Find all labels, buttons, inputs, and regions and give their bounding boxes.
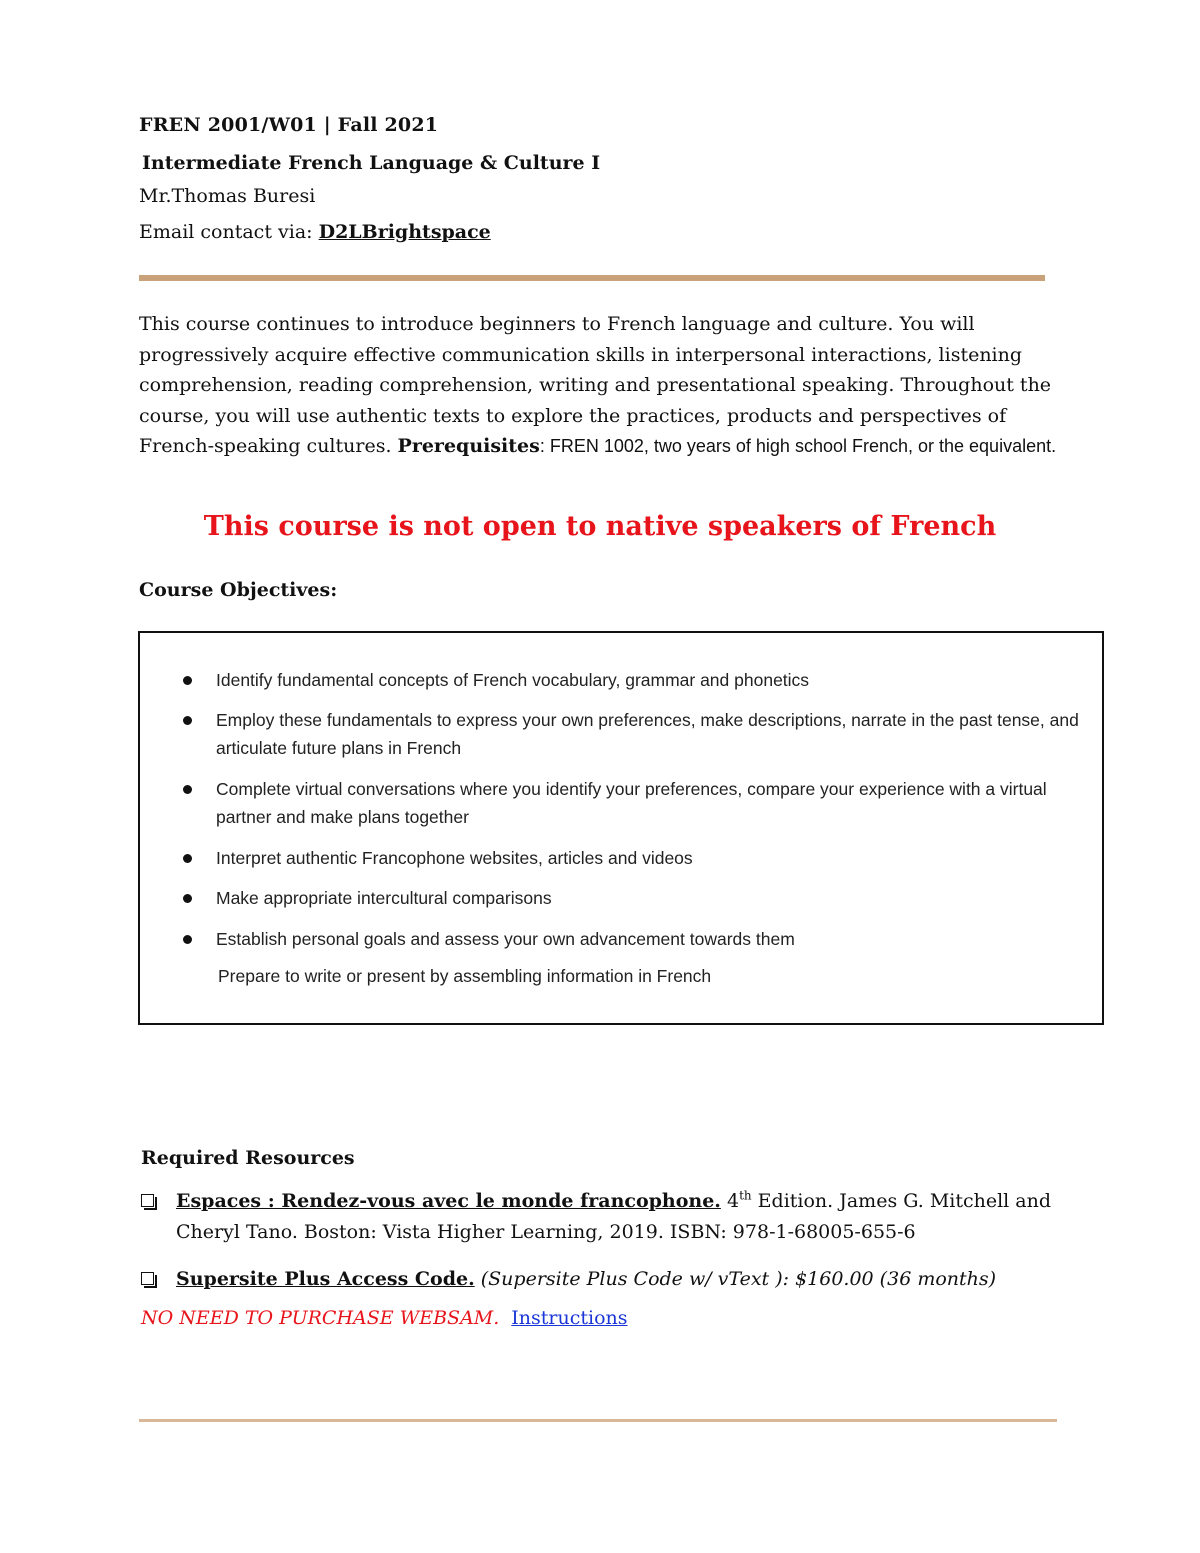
top-divider bbox=[139, 275, 1045, 281]
objective-text: Complete virtual conversations where you identify your preferences, compare your experience with a virtual partner and make plans together bbox=[216, 779, 1047, 827]
prerequisites-text: : FREN 1002, two years of high school French, or the equivalent. bbox=[539, 436, 1057, 456]
email-contact bbox=[139, 221, 491, 243]
objective-text: Interpret authentic Francophone websites, articles and videos bbox=[216, 848, 693, 868]
bullet-icon bbox=[183, 716, 192, 725]
objective-text: Make appropriate intercultural comparisons bbox=[216, 888, 552, 908]
course-title: Intermediate French Language & Culture I bbox=[142, 152, 601, 174]
prerequisites-label: Prerequisites bbox=[397, 435, 540, 457]
bullet-icon bbox=[183, 894, 192, 903]
objective-item bbox=[216, 706, 1096, 762]
bottom-divider bbox=[139, 1419, 1057, 1422]
objective-text: Employ these fundamentals to express your own preferences, make descriptions, narrate in the past tense, and articulate future plans in French bbox=[216, 710, 1079, 758]
checkbox-icon bbox=[141, 1272, 154, 1285]
objective-extra-line: Prepare to write or present by assembling information in French bbox=[218, 966, 712, 986]
instructor-name: Mr.Thomas Buresi bbox=[139, 185, 316, 207]
objective-item bbox=[216, 844, 1096, 872]
objective-item bbox=[216, 775, 1096, 831]
supersite-details: (Supersite Plus Code w/ vText ): $160.00 (36 months) bbox=[474, 1268, 997, 1290]
websam-notice bbox=[141, 1307, 628, 1329]
d2l-brightspace-link[interactable]: D2LBrightspace bbox=[318, 221, 491, 243]
websam-notice-text: NO NEED TO PURCHASE WEBSAM. bbox=[141, 1307, 500, 1329]
edition-number: 4 bbox=[720, 1190, 740, 1212]
instructions-link[interactable]: Instructions bbox=[511, 1307, 628, 1329]
supersite-title: Supersite Plus Access Code. bbox=[176, 1268, 475, 1290]
bullet-icon bbox=[183, 935, 192, 944]
bullet-icon bbox=[183, 676, 192, 685]
objectives-heading: Course Objectives: bbox=[139, 579, 338, 601]
native-speaker-warning: This course is not open to native speakers of French bbox=[203, 511, 997, 542]
objective-item bbox=[216, 925, 1096, 953]
bullet-icon bbox=[183, 785, 192, 794]
textbook-details: Edition. James G. Mitchell and Cheryl Tano. Boston: Vista Higher Learning, 2019. ISBN: 978-1-68005-655-6 bbox=[176, 1190, 1052, 1243]
objective-item bbox=[216, 884, 1096, 912]
textbook-title: Espaces : Rendez-vous avec le monde francophone. bbox=[176, 1190, 721, 1212]
resource-item-textbook bbox=[141, 1186, 1061, 1248]
objective-text: Establish personal goals and assess your own advancement towards them bbox=[216, 929, 795, 949]
resources-heading: Required Resources bbox=[141, 1147, 355, 1169]
email-prefix: Email contact via: bbox=[139, 221, 319, 243]
objectives-box bbox=[138, 631, 1104, 1025]
course-code: FREN 2001/W01 | Fall 2021 bbox=[139, 114, 439, 136]
edition-suffix: th bbox=[739, 1188, 752, 1203]
objective-item bbox=[216, 666, 1096, 694]
resource-item-supersite bbox=[141, 1264, 1061, 1295]
description-text: This course continues to introduce beginners to French language and culture. You will progressively acquire effective communication skills in interpersonal interactions, listening comprehension, reading comprehension, writing and presentational speaking. Throughout the course, you will use authentic texts to explore the practices, products and perspectives of French-speaking cultures. bbox=[139, 313, 1052, 457]
checkbox-icon bbox=[141, 1194, 154, 1207]
bullet-icon bbox=[183, 854, 192, 863]
objective-text: Identify fundamental concepts of French vocabulary, grammar and phonetics bbox=[216, 670, 810, 690]
course-description bbox=[139, 309, 1069, 462]
